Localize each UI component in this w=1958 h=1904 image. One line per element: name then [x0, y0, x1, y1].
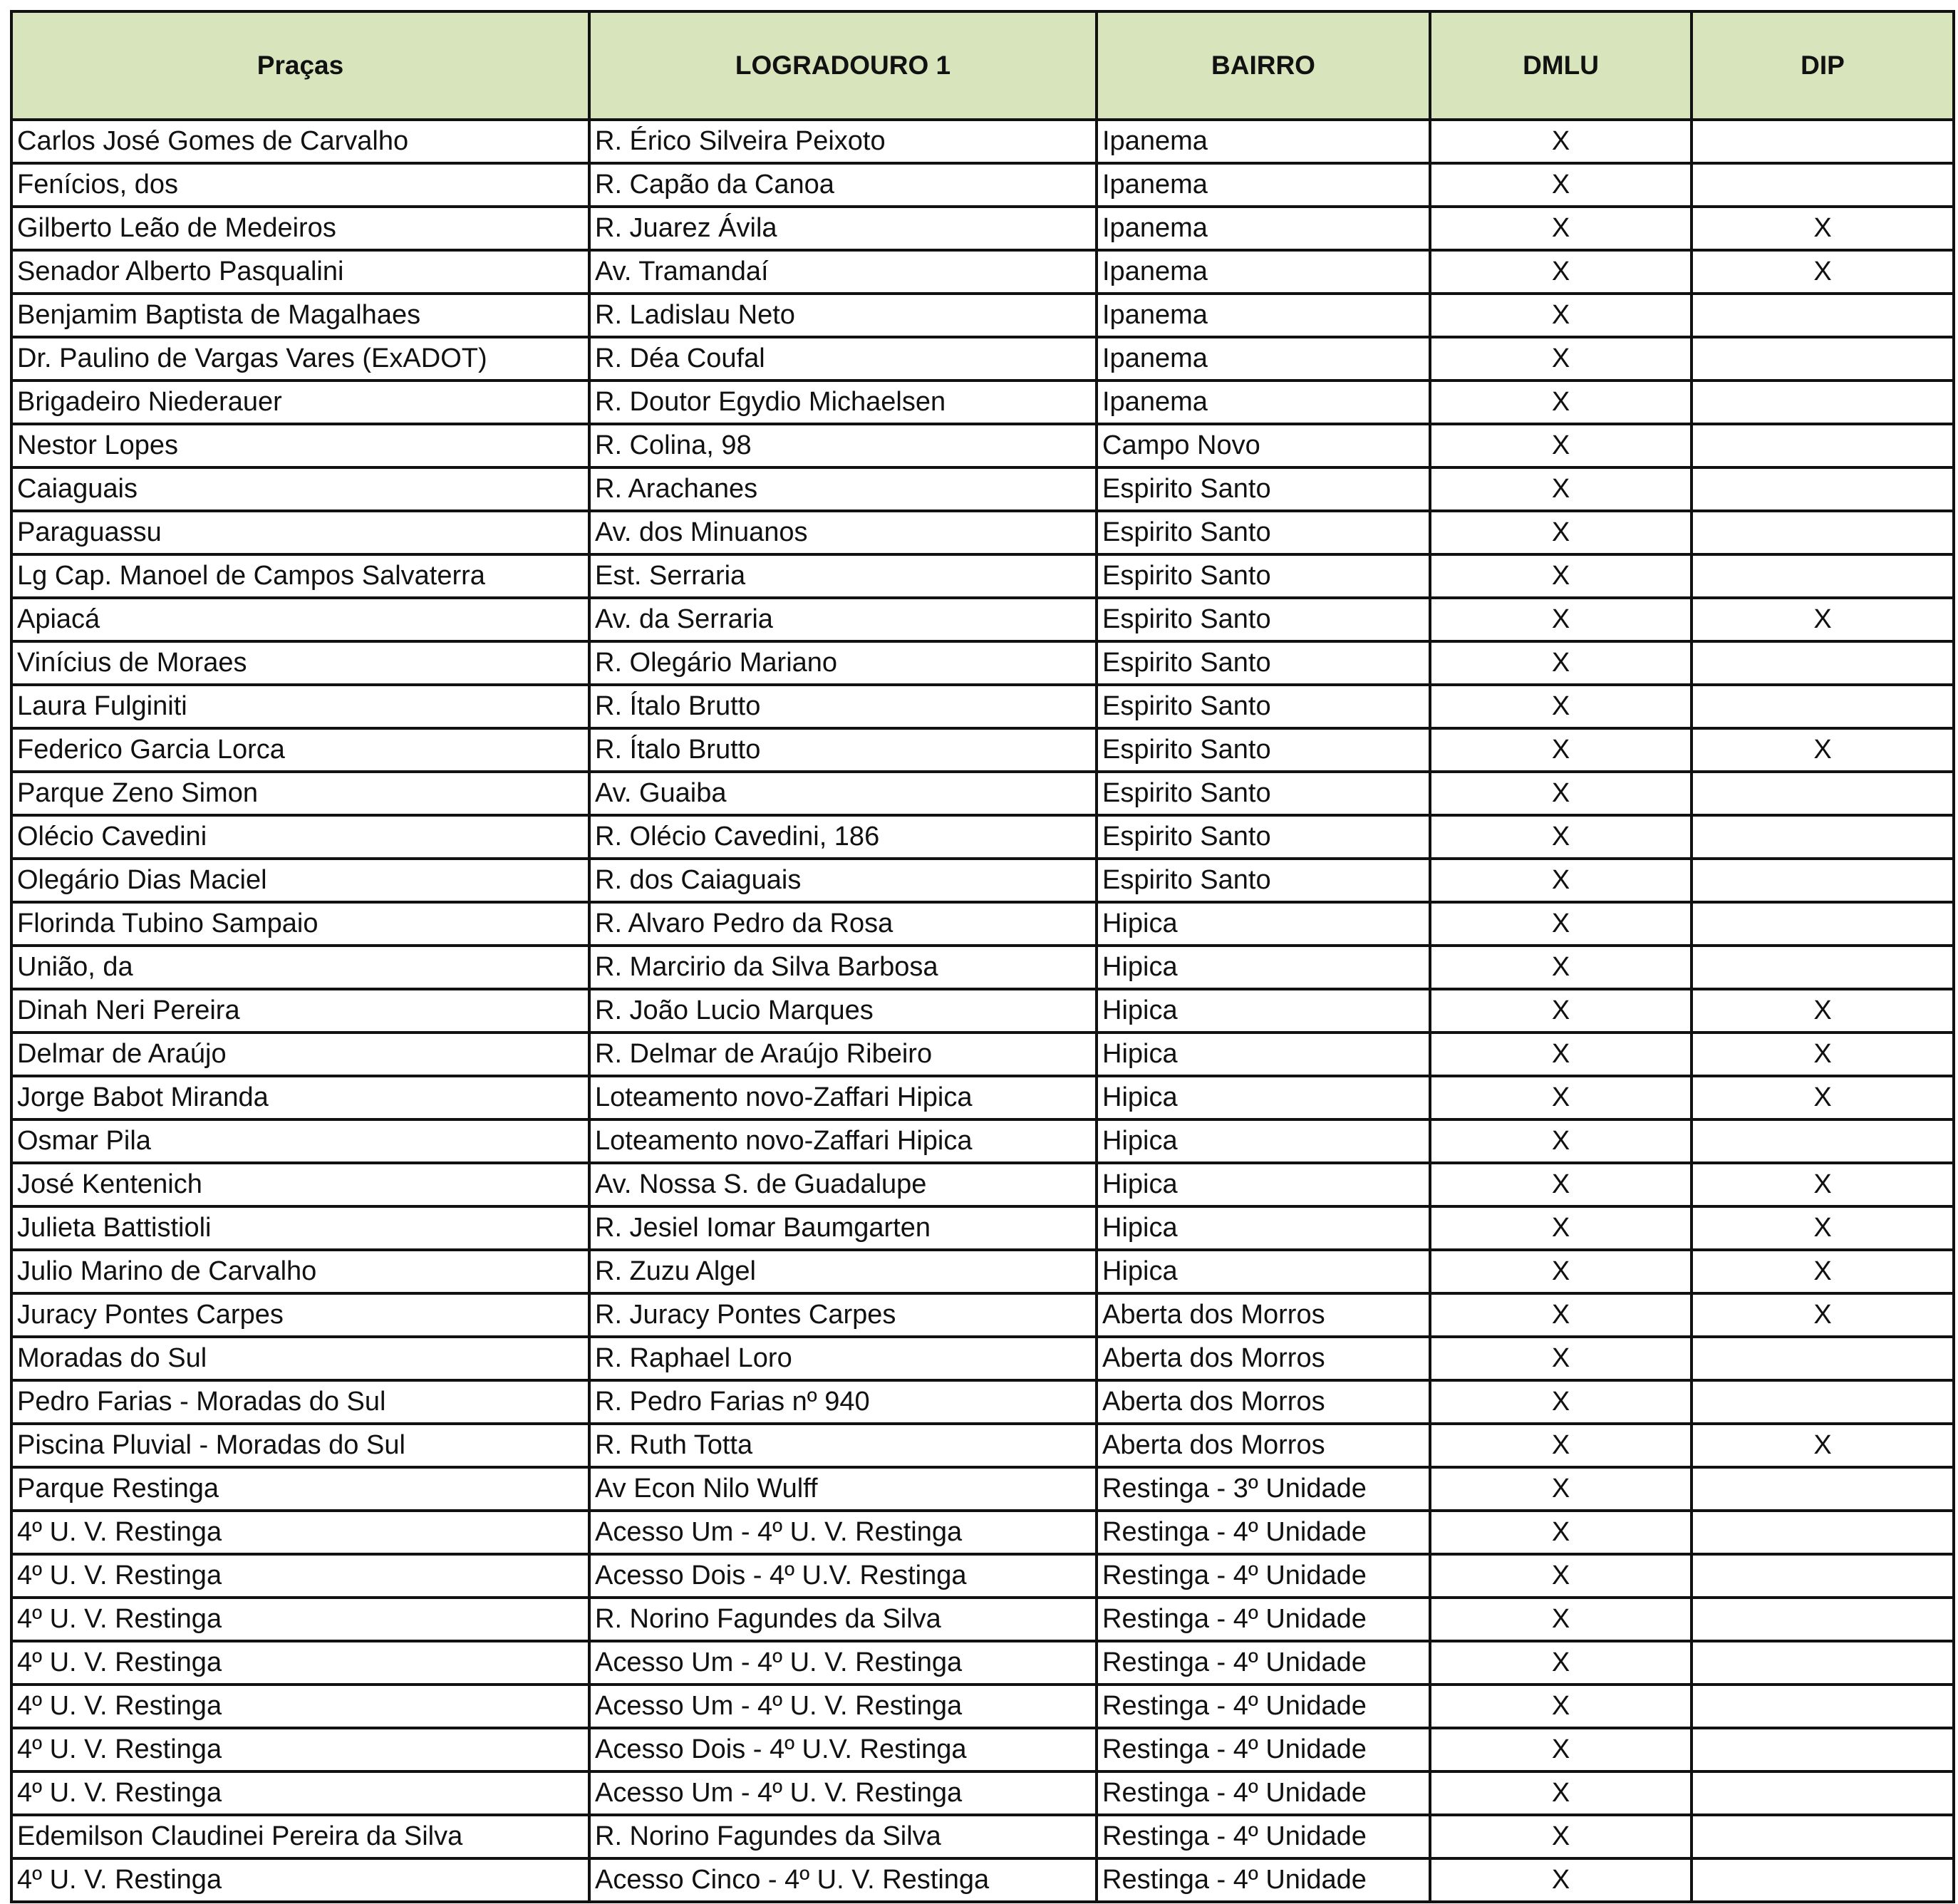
logradouro-cell[interactable]: Acesso Dois - 4º U.V. Restinga	[589, 1728, 1097, 1771]
dip-cell[interactable]	[1692, 685, 1954, 728]
bairro-cell[interactable]: Espirito Santo	[1097, 598, 1430, 641]
dmlu-cell[interactable]: X	[1430, 294, 1692, 337]
praca-cell[interactable]: 4º U. V. Restinga	[11, 1858, 589, 1902]
dmlu-cell[interactable]: X	[1430, 1815, 1692, 1858]
dip-cell[interactable]: X	[1692, 1163, 1954, 1206]
dip-cell[interactable]: X	[1692, 1250, 1954, 1293]
spreadsheet	[10, 10, 1955, 1903]
bairro-cell[interactable]: Hipica	[1097, 1076, 1430, 1119]
logradouro-cell[interactable]: R. Raphael Loro	[589, 1337, 1097, 1380]
table-row	[11, 1206, 1954, 1250]
logradouro-cell[interactable]: Loteamento novo-Zaffari Hipica	[589, 1119, 1097, 1163]
header-dmlu[interactable]: DMLU	[1430, 11, 1692, 120]
logradouro-cell[interactable]: Loteamento novo-Zaffari Hipica	[589, 1076, 1097, 1119]
dip-cell[interactable]	[1692, 946, 1954, 989]
table-body	[11, 120, 1954, 1902]
dip-cell[interactable]: X	[1692, 1206, 1954, 1250]
logradouro-cell[interactable]: R. Delmar de Araújo Ribeiro	[589, 1033, 1097, 1076]
praca-cell[interactable]: Carlos José Gomes de Carvalho	[11, 120, 589, 163]
dmlu-cell[interactable]: X	[1430, 337, 1692, 381]
bairro-cell[interactable]: Aberta dos Morros	[1097, 1380, 1430, 1424]
dmlu-cell[interactable]: X	[1430, 511, 1692, 554]
logradouro-cell[interactable]: R. Érico Silveira Peixoto	[589, 120, 1097, 163]
bairro-cell[interactable]: Ipanema	[1097, 207, 1430, 250]
praca-cell[interactable]: Parque Restinga	[11, 1467, 589, 1511]
table-row	[11, 424, 1954, 467]
bairro-cell[interactable]: Espirito Santo	[1097, 815, 1430, 859]
table-row	[11, 728, 1954, 772]
praca-cell[interactable]: Edemilson Claudinei Pereira da Silva	[11, 1815, 589, 1858]
dip-cell[interactable]: X	[1692, 1076, 1954, 1119]
logradouro-cell[interactable]: R. Doutor Egydio Michaelsen	[589, 381, 1097, 424]
pracas-table	[10, 10, 1955, 1903]
praca-cell[interactable]: Parque Zeno Simon	[11, 772, 589, 815]
dmlu-cell[interactable]: X	[1430, 1033, 1692, 1076]
dip-cell[interactable]	[1692, 1119, 1954, 1163]
praca-cell[interactable]: Gilberto Leão de Medeiros	[11, 207, 589, 250]
table-row	[11, 1771, 1954, 1815]
bairro-cell[interactable]: Restinga - 4º Unidade	[1097, 1728, 1430, 1771]
logradouro-cell[interactable]: R. Déa Coufal	[589, 337, 1097, 381]
table-row	[11, 1815, 1954, 1858]
praca-cell[interactable]: Lg Cap. Manoel de Campos Salvaterra	[11, 554, 589, 598]
table-row	[11, 772, 1954, 815]
dmlu-cell[interactable]: X	[1430, 1076, 1692, 1119]
bairro-cell[interactable]: Hipica	[1097, 1250, 1430, 1293]
table-row	[11, 946, 1954, 989]
header-bairro[interactable]: BAIRRO	[1097, 11, 1430, 120]
bairro-cell[interactable]: Aberta dos Morros	[1097, 1337, 1430, 1380]
logradouro-cell[interactable]: Acesso Um - 4º U. V. Restinga	[589, 1771, 1097, 1815]
bairro-cell[interactable]: Hipica	[1097, 902, 1430, 946]
logradouro-cell[interactable]: Av. Tramandaí	[589, 250, 1097, 294]
bairro-cell[interactable]: Ipanema	[1097, 381, 1430, 424]
table-row	[11, 1685, 1954, 1728]
table-row	[11, 1250, 1954, 1293]
bairro-cell[interactable]: Hipica	[1097, 989, 1430, 1033]
dmlu-cell[interactable]: X	[1430, 1119, 1692, 1163]
praca-cell[interactable]: Jorge Babot Miranda	[11, 1076, 589, 1119]
table-row	[11, 554, 1954, 598]
logradouro-cell[interactable]: R. Arachanes	[589, 467, 1097, 511]
table-row	[11, 902, 1954, 946]
table-row	[11, 163, 1954, 207]
table-row	[11, 250, 1954, 294]
praca-cell[interactable]: Piscina Pluvial - Moradas do Sul	[11, 1424, 589, 1467]
logradouro-cell[interactable]: R. Olegário Mariano	[589, 641, 1097, 685]
logradouro-cell[interactable]: Acesso Um - 4º U. V. Restinga	[589, 1641, 1097, 1685]
dmlu-cell[interactable]: X	[1430, 1467, 1692, 1511]
dmlu-cell[interactable]: X	[1430, 1554, 1692, 1598]
praca-cell[interactable]: Paraguassu	[11, 511, 589, 554]
logradouro-cell[interactable]: R. João Lucio Marques	[589, 989, 1097, 1033]
table-row	[11, 1119, 1954, 1163]
logradouro-cell[interactable]: R. dos Caiaguais	[589, 859, 1097, 902]
table-row	[11, 1728, 1954, 1771]
dmlu-cell[interactable]: X	[1430, 772, 1692, 815]
bairro-cell[interactable]: Espirito Santo	[1097, 859, 1430, 902]
dmlu-cell[interactable]: X	[1430, 1598, 1692, 1641]
dmlu-cell[interactable]: X	[1430, 946, 1692, 989]
praca-cell[interactable]: 4º U. V. Restinga	[11, 1728, 589, 1771]
dip-cell[interactable]	[1692, 467, 1954, 511]
logradouro-cell[interactable]: Av. dos Minuanos	[589, 511, 1097, 554]
header-logradouro[interactable]: LOGRADOURO 1	[589, 11, 1097, 120]
bairro-cell[interactable]: Espirito Santo	[1097, 772, 1430, 815]
logradouro-cell[interactable]: Acesso Cinco - 4º U. V. Restinga	[589, 1858, 1097, 1902]
bairro-cell[interactable]: Ipanema	[1097, 337, 1430, 381]
praca-cell[interactable]: Osmar Pila	[11, 1119, 589, 1163]
dmlu-cell[interactable]: X	[1430, 1511, 1692, 1554]
dmlu-cell[interactable]: X	[1430, 207, 1692, 250]
bairro-cell[interactable]: Restinga - 4º Unidade	[1097, 1511, 1430, 1554]
praca-cell[interactable]: Fenícios, dos	[11, 163, 589, 207]
table-row	[11, 1598, 1954, 1641]
praca-cell[interactable]: 4º U. V. Restinga	[11, 1554, 589, 1598]
dmlu-cell[interactable]: X	[1430, 1424, 1692, 1467]
dip-cell[interactable]: X	[1692, 989, 1954, 1033]
dip-cell[interactable]	[1692, 1598, 1954, 1641]
dmlu-cell[interactable]: X	[1430, 728, 1692, 772]
bairro-cell[interactable]: Espirito Santo	[1097, 511, 1430, 554]
bairro-cell[interactable]: Restinga - 4º Unidade	[1097, 1598, 1430, 1641]
table-row	[11, 294, 1954, 337]
table-row	[11, 1380, 1954, 1424]
dmlu-cell[interactable]: X	[1430, 1380, 1692, 1424]
table-row	[11, 207, 1954, 250]
dip-cell[interactable]: X	[1692, 250, 1954, 294]
praca-cell[interactable]: 4º U. V. Restinga	[11, 1771, 589, 1815]
praca-cell[interactable]: Olegário Dias Maciel	[11, 859, 589, 902]
praca-cell[interactable]: Federico Garcia Lorca	[11, 728, 589, 772]
dip-cell[interactable]	[1692, 1380, 1954, 1424]
bairro-cell[interactable]: Espirito Santo	[1097, 728, 1430, 772]
logradouro-cell[interactable]: Av. Guaiba	[589, 772, 1097, 815]
praca-cell[interactable]: Delmar de Araújo	[11, 1033, 589, 1076]
dmlu-cell[interactable]: X	[1430, 1163, 1692, 1206]
praca-cell[interactable]: Caiaguais	[11, 467, 589, 511]
dmlu-cell[interactable]: X	[1430, 467, 1692, 511]
table-row	[11, 859, 1954, 902]
praca-cell[interactable]: Nestor Lopes	[11, 424, 589, 467]
logradouro-cell[interactable]: R. Olécio Cavedini, 186	[589, 815, 1097, 859]
dip-cell[interactable]	[1692, 1337, 1954, 1380]
praca-cell[interactable]: 4º U. V. Restinga	[11, 1685, 589, 1728]
logradouro-cell[interactable]: R. Norino Fagundes da Silva	[589, 1815, 1097, 1858]
logradouro-cell[interactable]: Av. Nossa S. de Guadalupe	[589, 1163, 1097, 1206]
logradouro-cell[interactable]: R. Marcirio da Silva Barbosa	[589, 946, 1097, 989]
dmlu-cell[interactable]: X	[1430, 1641, 1692, 1685]
praca-cell[interactable]: Benjamim Baptista de Magalhaes	[11, 294, 589, 337]
dip-cell[interactable]: X	[1692, 1293, 1954, 1337]
dmlu-cell[interactable]: X	[1430, 1250, 1692, 1293]
dmlu-cell[interactable]: X	[1430, 554, 1692, 598]
logradouro-cell[interactable]: R. Ítalo Brutto	[589, 728, 1097, 772]
dmlu-cell[interactable]: X	[1430, 989, 1692, 1033]
table-row	[11, 685, 1954, 728]
praca-cell[interactable]: Apiacá	[11, 598, 589, 641]
bairro-cell[interactable]: Espirito Santo	[1097, 641, 1430, 685]
table-row	[11, 598, 1954, 641]
logradouro-cell[interactable]: R. Colina, 98	[589, 424, 1097, 467]
table-row	[11, 1467, 1954, 1511]
bairro-cell[interactable]: Campo Novo	[1097, 424, 1430, 467]
dmlu-cell[interactable]: X	[1430, 1293, 1692, 1337]
bairro-cell[interactable]: Restinga - 4º Unidade	[1097, 1685, 1430, 1728]
table-row	[11, 511, 1954, 554]
bairro-cell[interactable]: Restinga - 3º Unidade	[1097, 1467, 1430, 1511]
table-row	[11, 1033, 1954, 1076]
praca-cell[interactable]: Julio Marino de Carvalho	[11, 1250, 589, 1293]
table-row	[11, 989, 1954, 1033]
dip-cell[interactable]	[1692, 511, 1954, 554]
praca-cell[interactable]: Juracy Pontes Carpes	[11, 1293, 589, 1337]
dmlu-cell[interactable]: X	[1430, 1728, 1692, 1771]
bairro-cell[interactable]: Hipica	[1097, 946, 1430, 989]
praca-cell[interactable]: Julieta Battistioli	[11, 1206, 589, 1250]
logradouro-cell[interactable]: Est. Serraria	[589, 554, 1097, 598]
dmlu-cell[interactable]: X	[1430, 250, 1692, 294]
dmlu-cell[interactable]: X	[1430, 1206, 1692, 1250]
dmlu-cell[interactable]: X	[1430, 381, 1692, 424]
dip-cell[interactable]	[1692, 163, 1954, 207]
praca-cell[interactable]: Moradas do Sul	[11, 1337, 589, 1380]
dmlu-cell[interactable]: X	[1430, 859, 1692, 902]
bairro-cell[interactable]: Ipanema	[1097, 120, 1430, 163]
bairro-cell[interactable]: Hipica	[1097, 1119, 1430, 1163]
logradouro-cell[interactable]: R. Zuzu Algel	[589, 1250, 1097, 1293]
praca-cell[interactable]: Dinah Neri Pereira	[11, 989, 589, 1033]
praca-cell[interactable]: 4º U. V. Restinga	[11, 1641, 589, 1685]
logradouro-cell[interactable]: Av Econ Nilo Wulff	[589, 1467, 1097, 1511]
dmlu-cell[interactable]: X	[1430, 120, 1692, 163]
praca-cell[interactable]: Senador Alberto Pasqualini	[11, 250, 589, 294]
dip-cell[interactable]: X	[1692, 1424, 1954, 1467]
dip-cell[interactable]: X	[1692, 598, 1954, 641]
dip-cell[interactable]	[1692, 1467, 1954, 1511]
table-row	[11, 1641, 1954, 1685]
dmlu-cell[interactable]: X	[1430, 424, 1692, 467]
dmlu-cell[interactable]: X	[1430, 1858, 1692, 1902]
dmlu-cell[interactable]: X	[1430, 902, 1692, 946]
dmlu-cell[interactable]: X	[1430, 598, 1692, 641]
dip-cell[interactable]	[1692, 772, 1954, 815]
dip-cell[interactable]: X	[1692, 728, 1954, 772]
bairro-cell[interactable]: Espirito Santo	[1097, 554, 1430, 598]
dip-cell[interactable]	[1692, 120, 1954, 163]
dip-cell[interactable]	[1692, 641, 1954, 685]
bairro-cell[interactable]: Ipanema	[1097, 294, 1430, 337]
table-row	[11, 1858, 1954, 1902]
praca-cell[interactable]: Pedro Farias - Moradas do Sul	[11, 1380, 589, 1424]
dip-cell[interactable]	[1692, 1554, 1954, 1598]
logradouro-cell[interactable]: R. Juarez Ávila	[589, 207, 1097, 250]
table-row	[11, 1337, 1954, 1380]
dmlu-cell[interactable]: X	[1430, 1771, 1692, 1815]
logradouro-cell[interactable]: R. Ruth Totta	[589, 1424, 1097, 1467]
praca-cell[interactable]: Florinda Tubino Sampaio	[11, 902, 589, 946]
dip-cell[interactable]	[1692, 1771, 1954, 1815]
praca-cell[interactable]: União, da	[11, 946, 589, 989]
bairro-cell[interactable]: Restinga - 4º Unidade	[1097, 1641, 1430, 1685]
praca-cell[interactable]: Vinícius de Moraes	[11, 641, 589, 685]
table-row	[11, 1511, 1954, 1554]
table-row	[11, 337, 1954, 381]
bairro-cell[interactable]: Restinga - 4º Unidade	[1097, 1815, 1430, 1858]
logradouro-cell[interactable]: R. Juracy Pontes Carpes	[589, 1293, 1097, 1337]
dip-cell[interactable]: X	[1692, 1033, 1954, 1076]
bairro-cell[interactable]: Aberta dos Morros	[1097, 1293, 1430, 1337]
logradouro-cell[interactable]: Av. da Serraria	[589, 598, 1097, 641]
table-row	[11, 1424, 1954, 1467]
dip-cell[interactable]	[1692, 815, 1954, 859]
table-row	[11, 381, 1954, 424]
dip-cell[interactable]	[1692, 1511, 1954, 1554]
praca-cell[interactable]: Olécio Cavedini	[11, 815, 589, 859]
table-row	[11, 1293, 1954, 1337]
table-row	[11, 1163, 1954, 1206]
bairro-cell[interactable]: Aberta dos Morros	[1097, 1424, 1430, 1467]
praca-cell[interactable]: 4º U. V. Restinga	[11, 1598, 589, 1641]
dip-cell[interactable]	[1692, 1685, 1954, 1728]
dip-cell[interactable]	[1692, 902, 1954, 946]
dip-cell[interactable]	[1692, 1858, 1954, 1902]
bairro-cell[interactable]: Ipanema	[1097, 163, 1430, 207]
dip-cell[interactable]	[1692, 294, 1954, 337]
header-row	[11, 11, 1954, 120]
table-row	[11, 1076, 1954, 1119]
bairro-cell[interactable]: Hipica	[1097, 1033, 1430, 1076]
table-row	[11, 815, 1954, 859]
table-row	[11, 641, 1954, 685]
dmlu-cell[interactable]: X	[1430, 641, 1692, 685]
dmlu-cell[interactable]: X	[1430, 1685, 1692, 1728]
bairro-cell[interactable]: Restinga - 4º Unidade	[1097, 1858, 1430, 1902]
logradouro-cell[interactable]: Acesso Um - 4º U. V. Restinga	[589, 1685, 1097, 1728]
dip-cell[interactable]	[1692, 1728, 1954, 1771]
header-dip[interactable]: DIP	[1692, 11, 1954, 120]
table-row	[11, 467, 1954, 511]
dip-cell[interactable]	[1692, 554, 1954, 598]
bairro-cell[interactable]: Restinga - 4º Unidade	[1097, 1771, 1430, 1815]
dip-cell[interactable]	[1692, 381, 1954, 424]
logradouro-cell[interactable]: R. Capão da Canoa	[589, 163, 1097, 207]
logradouro-cell[interactable]: R. Ladislau Neto	[589, 294, 1097, 337]
dip-cell[interactable]	[1692, 1641, 1954, 1685]
bairro-cell[interactable]: Espirito Santo	[1097, 467, 1430, 511]
logradouro-cell[interactable]: R. Pedro Farias nº 940	[589, 1380, 1097, 1424]
praca-cell[interactable]: Brigadeiro Niederauer	[11, 381, 589, 424]
header-pracas[interactable]: Praças	[11, 11, 589, 120]
praca-cell[interactable]: Laura Fulginiti	[11, 685, 589, 728]
bairro-cell[interactable]: Hipica	[1097, 1163, 1430, 1206]
dmlu-cell[interactable]: X	[1430, 1337, 1692, 1380]
dmlu-cell[interactable]: X	[1430, 163, 1692, 207]
bairro-cell[interactable]: Hipica	[1097, 1206, 1430, 1250]
bairro-cell[interactable]: Restinga - 4º Unidade	[1097, 1554, 1430, 1598]
logradouro-cell[interactable]: Acesso Dois - 4º U.V. Restinga	[589, 1554, 1097, 1598]
bairro-cell[interactable]: Espirito Santo	[1097, 685, 1430, 728]
logradouro-cell[interactable]: R. Ítalo Brutto	[589, 685, 1097, 728]
bairro-cell[interactable]: Ipanema	[1097, 250, 1430, 294]
dip-cell[interactable]	[1692, 424, 1954, 467]
dip-cell[interactable]	[1692, 859, 1954, 902]
logradouro-cell[interactable]: R. Norino Fagundes da Silva	[589, 1598, 1097, 1641]
table-row	[11, 1554, 1954, 1598]
dip-cell[interactable]: X	[1692, 207, 1954, 250]
logradouro-cell[interactable]: R. Alvaro Pedro da Rosa	[589, 902, 1097, 946]
praca-cell[interactable]: Dr. Paulino de Vargas Vares (ExADOT)	[11, 337, 589, 381]
logradouro-cell[interactable]: R. Jesiel Iomar Baumgarten	[589, 1206, 1097, 1250]
dmlu-cell[interactable]: X	[1430, 815, 1692, 859]
table-row	[11, 120, 1954, 163]
praca-cell[interactable]: José Kentenich	[11, 1163, 589, 1206]
dip-cell[interactable]	[1692, 1815, 1954, 1858]
logradouro-cell[interactable]: Acesso Um - 4º U. V. Restinga	[589, 1511, 1097, 1554]
dip-cell[interactable]	[1692, 337, 1954, 381]
dmlu-cell[interactable]: X	[1430, 685, 1692, 728]
praca-cell[interactable]: 4º U. V. Restinga	[11, 1511, 589, 1554]
